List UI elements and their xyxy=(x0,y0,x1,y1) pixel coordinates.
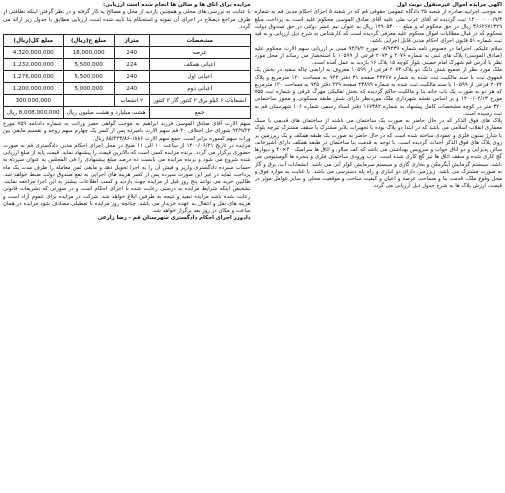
table-cell: 5,500,000 xyxy=(63,59,114,71)
table-total-text: هشت میلیارد و هشت میلیون ریال xyxy=(63,107,149,119)
left-paragraph-2: مزایده در تاریخ ۱۴۰۰/۰۶/۲۱ از ساعت ۱۰ الی ۱۱ صبح در محل اجرای احکام مدنی دادگستری قم به صورت حضوری برگزار می گردد. برنده مزایده کسی است که بالاترین قیمت را پیشنهاد نماید. قیمت پایه از مبلغ ارزیابی شده شروع می شود و برنده مزایده می بایست ده درصد مبلغ پیشنهادی را فی المجلس به عنوان سپرده به حساب سپرده دادگستری واریز و فیش آن را به اجرا تحویل دهد و مابقی ثمن معامله را ظرف مدت یک ماه پرداخت نماید در غیر این صورت سپرده پس از کسر هزینه های اجرایی به نفع صندوق دولت ضبط خواهد شد. طالبین خرید می توانند پنج روز قبل از مزایده جهت بازدید و کسب اطلاعات بیشتر به این اجرا مراجعه نمایند. تشخیص اینکه شرایط مزایده به درستی رعایت شده با اجرای احکام است و در صورتی که تشریفات قانونی رعایت شده باشد مزایده تنفیذ و نتیجه به طرفین ابلاغ خواهد شد. شرکت در مزایده برای عموم آزاد است و هزینه های نقل و انتقال به عهده خریدار می باشد. چنانچه روز مزایده با تعطیلی مصادف شود مزایده در همان ساعت و مکان در روز بعد برگزار خواهد شد. xyxy=(3,142,251,214)
table-cell: 5,000,000 xyxy=(63,83,114,95)
table-row xyxy=(4,71,251,83)
columns xyxy=(3,2,502,491)
table-cell: 1,232,000,000 xyxy=(4,59,64,71)
right-paragraph-1: به موجب اجراییه صادره از شعبه ۲۵ دادگاه عمومی حقوقی قم که در شعبه ۵ اجرای احکام مدنی قم به شماره ۰۰/۹/۳ - ۱۴۰۰ ثبت گردیده له آقای عرب ملی علیه آقای صادق الموسی محکوم علیه است به پرداخت مبلغ ۳۶۶۲۶۷۱۳۲۹ ریال در حق محکوم له و مبلغ ۱۴۹۰۵۳۰۰۰ ریال به عنوان نیم عشر دولتی در حق صندوق دولت محکوم که در قبال مطالبات اموال محکوم علیه معرفی گردیده است که کارشناس به شرح ذیل ارزیابی و به قید ثبت شماره ۵۱ قانون اجرای احکام مدنی قابل اجرایی باشد. xyxy=(254,9,502,45)
right-column xyxy=(255,2,503,491)
valuation-table xyxy=(3,34,251,119)
table-cell: 300,000,000 xyxy=(4,95,64,107)
table-cell: انشعابات ۶ کیلو برق ۲ کنتور گاز ۳ کنتور xyxy=(149,95,250,107)
table-cell: 5,500,000 xyxy=(63,71,114,83)
left-paragraph-1: سهم الارث آقای صادق الموسی فرزند ابراهیم به موجب گواهی حصر وراثت به شماره دادنامه ۷۵۹ مورخ ۹۴/۹/۲۲ شورای حل اختلاف ۴۰ قم سهم الارث نامبرده پس از کسر یک چهارم سهم زوجه و تقسیم مابقی بین وراث سهم کسوره برابر است. جمع سهم الارث ۸۵/۴۲۳/۸۶۰/۸۸۶ ریال. xyxy=(3,121,251,142)
table-row xyxy=(4,47,251,59)
table-cell: اعیانی دوم xyxy=(149,83,250,95)
table-header: مبلغ ج(ریال) xyxy=(63,35,114,47)
table-header: متراژ xyxy=(114,35,149,47)
table-cell: 1,200,000,000 xyxy=(4,83,64,95)
table-row xyxy=(4,83,251,95)
table-cell xyxy=(63,95,114,107)
table-cell: 240 xyxy=(114,47,149,59)
table-total-label: جمع xyxy=(149,107,250,119)
table-cell: 1,276,000,000 xyxy=(4,71,64,83)
table-cell: 224 xyxy=(114,59,149,71)
table-cell: اعیانی همکف xyxy=(149,59,250,71)
table-row xyxy=(4,59,251,71)
table-cell: 4,320,000,000 xyxy=(4,47,64,59)
right-paragraph-3: ملک مورد نظر از تجمیع شش دانگ دو پلاک ۲۰۷۳ فرعی از ۱۰۵۹۹ معروف به اراضی چاله سفید در بخش یک قمهوی ثبت با سند مالکیت ثبت شده به شماره ۴۳۴۶۷ صفحه ۳۱ دفتر ۹۴۴ به مساحت ۱۲۰ مترمربع و پلاک ۲۰۷۴ فرعی از ۱۰۵۹۹ با سند مالکیت ثبت شده به شماره ۴۳۸۹۹ صفحه ۲۲۹ دفتر ۹۴۵ به مساحت ۱۲۰ مترمربع که هر دو به صورت یک باب خانه بنا و مالکیت حاکم گردیده که بخش تفکیکی مهرگ غرقی و شماره ثبت ۷۵۵ مورخ ۱۴۰۰/۰۴/۱۳ و بر اساس نقشه شهرداری ملک موردنظر دارای شش طبقه مسکونی و مجوز ساختمانی ۳۲۰ متر در کوچه مشخصات کامل پیشنهاد به شماره ۱۶۷۳۸۲ دفتر اسناد رسمی شماره ۱۰۶ شهرستان قم به ثبت رسیده است. xyxy=(254,67,502,117)
signature-line: دادورز اجرای احکام دادگستری شهرستان قم - رضا زارعی xyxy=(97,215,251,222)
table-row xyxy=(4,95,251,107)
table-total-row xyxy=(4,107,251,119)
right-paragraph-2: سلام علیکم، احتراما در خصوص نامه شماره ۰۸/۹۴۳۹ مورخ ۹۴/۹/۲ مبنی بر ارزیابی سهم الارث محکوم علیه (صادق الموسی) پلاک های ثبتی به شماره ۲۰۷۶ و ۲۰۷۴ فرعی از ۱۰۵۹۹ با استحضار می رساند از محل مورد نظر با آدرس قم شهرک امام خمینی بلوار کوچه ۱۵ پلاک ۱۶ بازدید به عمل آمده است. xyxy=(254,45,502,66)
table-cell: 240 xyxy=(114,71,149,83)
notice-title: آگهی مزایده اموال غیرمنقول نوبت اول xyxy=(396,2,502,8)
table-cell: 18,000,000 xyxy=(63,47,114,59)
table-header: مشخصات xyxy=(149,35,250,47)
table-cell: ۲ انشعاب xyxy=(114,95,149,107)
table-header-row xyxy=(4,35,251,47)
table-total-value: 8,008,000,000 ریال xyxy=(4,107,64,119)
table-cell: اعیانی اول xyxy=(149,71,250,83)
table-header: مبلغ کل(ریال) xyxy=(4,35,64,47)
left-intro: با عنایت به بررسی های محلی و همچنین بازدید از محل و مصالح به کار گرفته و در نظر گرفتن اینکه نظافتی از طرف مراجع ذیصلاح در اجرای آن نمونه و استحکام بنا تایید شده است ارزیابی مطابق با جدول زیر ارائه می گردد. xyxy=(3,9,251,30)
right-paragraph-4: پلاک های فوق الذکر که در حال حاضر به صورت یک ساختمان می باشند از ساختمان های قدیمی با سبک معماری انقلاب اسلامی می باشد که در ابتدا دو پلاک بوده با تجهیزات بلابر مشترک با سقف مشترک تیرچه بلوک با شارژ ستون فلزی و عمودی ساخته شده است که در حال حاضر به صورت یک طبقه همکف و یک زیرزمین بر روی پلاک های فوق الذکر احداث گردیده است. با توجه به قدمت بنا ساختمان در طبقه همکف دارای آشپزخانه، سالن پذیرایی و دو اتاق خواب و سرویس بهداشتی می باشد که کف سالن و اتاق ها سرامیک ۴۰×۴۰ و دیوارها گچ کاری شده و سقف اتاق ها نیز گچ کاری شده است. درب ورودی ساختمان فلزی و پنجره ها آلومینیومی می باشد. سیستم گرمایش آبگرمکن و بخاری گازی و سیستم سرمایش کولر آبی می باشد. انشعابات آب، برق و گاز به صورت مشترک می باشد. زیرزمین دارای دو انباری و راه پله دسترسی می باشد. با عنایت به موارد فوق و محل وقوع ملک، قدمت بنا و مساحت عرصه و اعیان و کیفیت ساخت و موقعیت محلی و سایر عوامل موثر در قیمت، ارزش پلاک ها به شرح جدول ذیل ارزیابی می گردد. xyxy=(254,118,502,190)
left-column xyxy=(3,2,251,491)
left-intro-top: مزایده برای اتاق ها و سالن ها انجام شده است ارزیابی: xyxy=(102,2,251,8)
table-cell: عرصه xyxy=(149,47,250,59)
table-cell: 240 xyxy=(114,83,149,95)
